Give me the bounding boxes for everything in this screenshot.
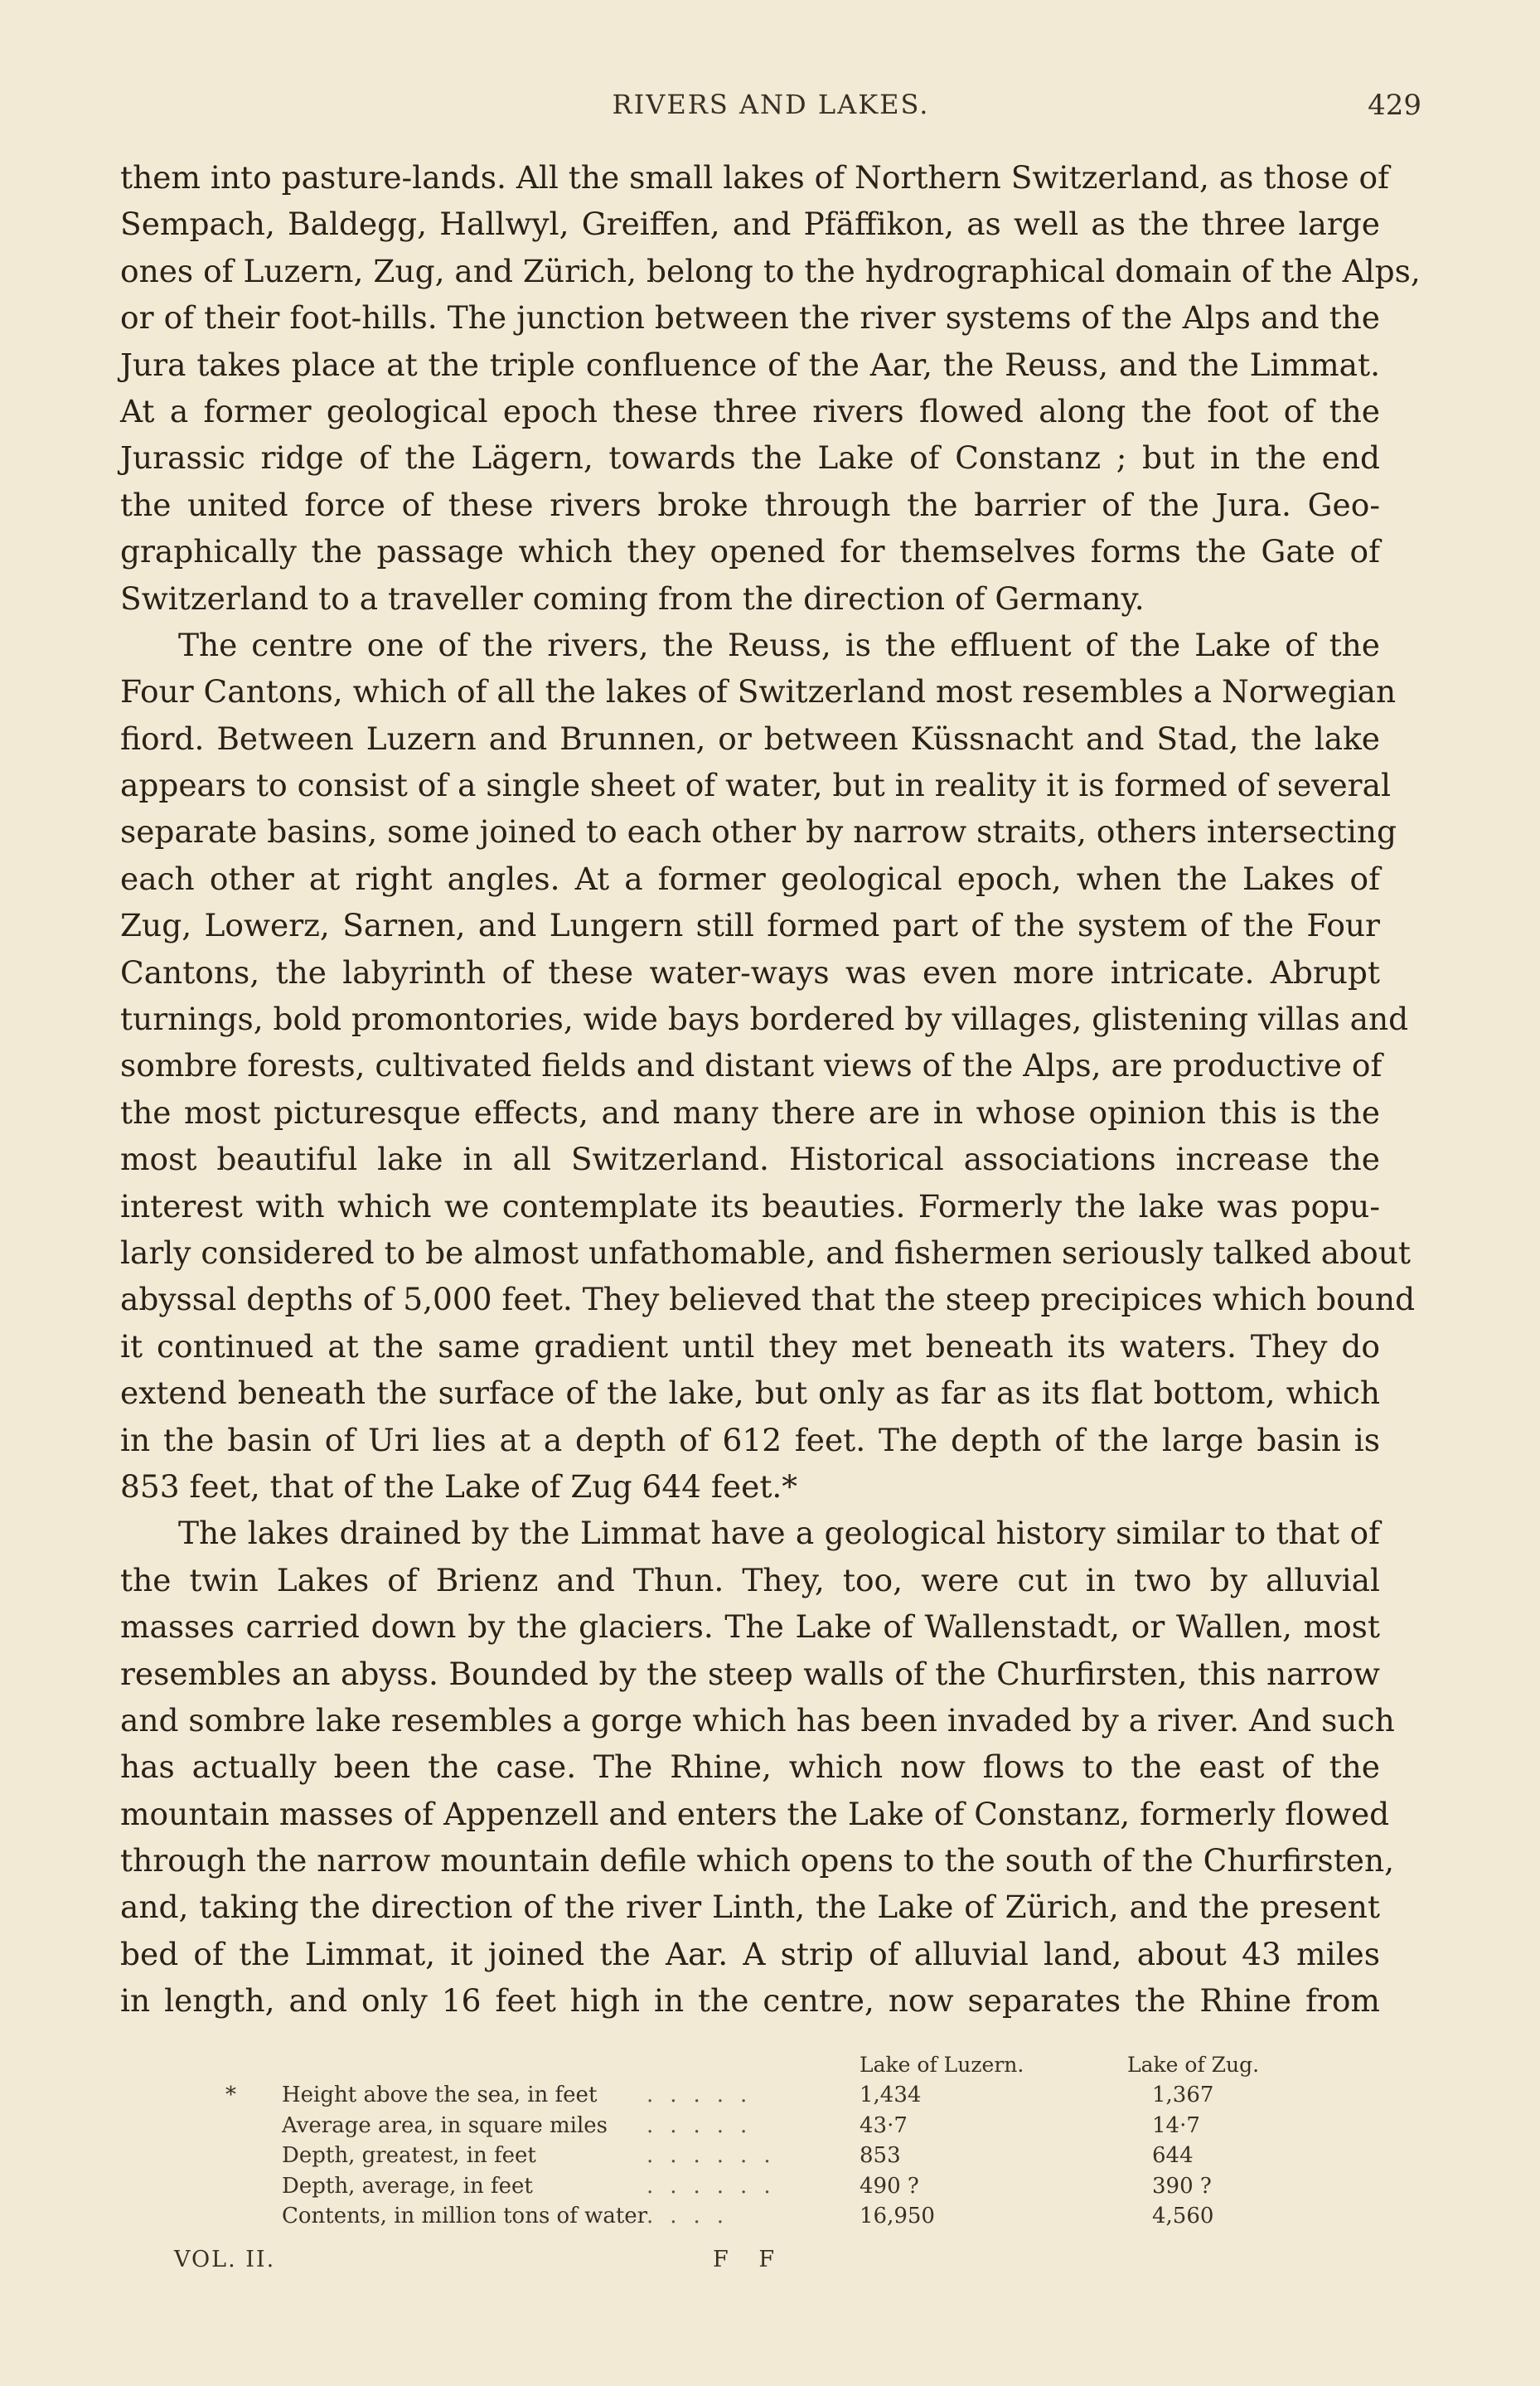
body-text [120,154,1421,2025]
text-line: Jura takes place at the triple confluence of the Aar, the Reuss, and the Limmat. [120,346,1380,383]
text-line: Switzerland to a traveller coming from the direction of Germany. [120,580,1145,617]
text-line: The lakes drained by the Limmat have a geological history similar to that of [178,1515,1380,1552]
text-line: bed of the Limmat, it joined the Aar. A strip of alluvial land, about 43 miles [120,1935,1380,1972]
text-line: in length, and only 16 feet high in the centre, now separates the Rhine from [120,1982,1380,2020]
footnote-table [225,2053,1293,2234]
zug-value: 1,367 [1152,2083,1214,2107]
text-line: fiord. Between Luzern and Brunnen, or between Küssnacht and Stad, the lake [120,720,1380,757]
luzern-value: 16,950 [860,2204,935,2228]
text-line: through the narrow mountain defile which opens to the south of the Churfirsten, [120,1842,1395,1879]
signature-mark: F F [713,2247,787,2272]
text-line: resembles an abyss. Bounded by the steep walls of the Churfirsten, this narrow [120,1655,1380,1692]
text-line: mountain masses of Appenzell and enters the Lake of Constanz, formerly flowed [120,1795,1390,1832]
row-label: Depth, average, in feet [282,2173,533,2199]
table-row: Contents, in million tons of water .... 16,950 4,560 [282,2204,1214,2228]
page-header [120,79,1421,129]
column-header-zug: Lake of Zug. [1127,2053,1260,2077]
text-line: Jurassic ridge of the Lägern, towards the Lake of Constanz ; but in the end [120,439,1380,477]
text-line: the united force of these rivers broke through the barrier of the Jura. Geo- [120,486,1380,523]
text-line: in the basin of Uri lies at a depth of 612 feet. The depth of the large basin is [120,1421,1380,1458]
luzern-value: 1,434 [860,2083,922,2107]
text-line: Zug, Lowerz, Sarnen, and Lungern still formed part of the system of the Four [120,907,1380,944]
text-line: separate basins, some joined to each other by narrow straits, others intersecting [120,813,1397,851]
text-line: interest with which we contemplate its beauties. Formerly the lake was popu- [120,1187,1380,1225]
page-footer [174,2247,1334,2280]
text-line: 853 feet, that of the Lake of Zug 644 feet.* [120,1467,798,1505]
text-line: masses carried down by the glaciers. The Lake of Wallenstadt, or Wallen, most [120,1608,1380,1646]
text-line: turnings, bold promontories, wide bays bordered by villages, glistening villas and [120,1001,1409,1038]
luzern-value: 490 ? [860,2173,919,2199]
text-line: it continued at the same gradient until they met beneath its waters. They do [120,1327,1380,1365]
text-line: Four Cantons, which of all the lakes of Switzerland most resembles a Norwegian [120,673,1397,710]
text-line: Cantons, the labyrinth of these water-ways was even more intricate. Abrupt [120,953,1380,991]
text-line: and sombre lake resembles a gorge which has been invaded by a river. And such [120,1701,1395,1739]
page-number: 429 [1368,89,1421,122]
text-line: and, taking the direction of the river Linth, the Lake of Zürich, and the present [120,1889,1380,1926]
row-label: Depth, greatest, in feet [282,2143,536,2168]
row-label: Contents, in million tons of water [282,2204,648,2228]
footnote-marker: * [225,2083,236,2107]
text-line: At a former geological epoch these three rivers flowed along the foot of the [120,392,1380,429]
text-line: appears to consist of a single sheet of water, but in reality it is formed of several [120,767,1391,804]
text-line: larly considered to be almost unfathomable, and fishermen seriously talked about [120,1234,1411,1271]
text-line: each other at right angles. At a former geological epoch, when the Lakes of [120,860,1380,897]
row-label: Average area, in square miles [282,2112,608,2138]
table-row: Depth, average, in feet ...... 490 ? 390 ? [282,2173,1212,2199]
luzern-value: 853 [860,2143,901,2168]
column-header-luzern: Lake of Luzern. [860,2053,1024,2077]
table-row: Average area, in square miles ..... 43·7 14·7 [282,2112,1200,2138]
zug-value: 644 [1152,2143,1194,2168]
volume-label: VOL. II. [174,2247,276,2272]
text-line: most beautiful lake in all Switzerland. Historical associations increase the [120,1141,1380,1178]
zug-value: 14·7 [1152,2112,1200,2138]
zug-value: 4,560 [1152,2204,1214,2228]
text-line: graphically the passage which they opened for themselves forms the Gate of [120,533,1380,570]
zug-value: 390 ? [1152,2173,1212,2199]
text-line: or of their foot-hills. The junction between the river systems of the Alps and the [120,299,1380,337]
text-line: Sempach, Baldegg, Hallwyl, Greiffen, and Pfäffikon, as well as the three large [120,206,1380,243]
text-line: them into pasture-lands. All the small lakes of Northern Switzerland, as those of [120,159,1389,196]
text-line: the most picturesque effects, and many there are in whose opinion this is the [120,1094,1380,1131]
footnote-header-row [249,2053,1293,2083]
table-row: Depth, greatest, in feet ...... 853 644 [282,2143,1194,2168]
row-label: Height above the sea, in feet [282,2083,598,2107]
text-line: the twin Lakes of Brienz and Thun. They, too, were cut in two by alluvial [120,1561,1380,1598]
text-line: has actually been the case. The Rhine, which now flows to the east of the [120,1748,1380,1786]
text-line: abyssal depths of 5,000 feet. They believed that the steep precipices which bound [120,1281,1416,1318]
table-row: * Height above the sea, in feet ..... 1,434 1,367 [225,2083,1214,2107]
luzern-value: 43·7 [860,2112,908,2138]
text-line: extend beneath the surface of the lake, but only as far as its flat bottom, which [120,1375,1380,1412]
text-line: ones of Luzern, Zug, and Zürich, belong to the hydrographical domain of the Alps, [120,252,1421,289]
text-line: The centre one of the rivers, the Reuss, is the effluent of the Lake of the [178,626,1380,663]
text-line: sombre forests, cultivated fields and distant views of the Alps, are productive of [120,1047,1383,1084]
running-title: RIVERS AND LAKES. [612,89,930,120]
